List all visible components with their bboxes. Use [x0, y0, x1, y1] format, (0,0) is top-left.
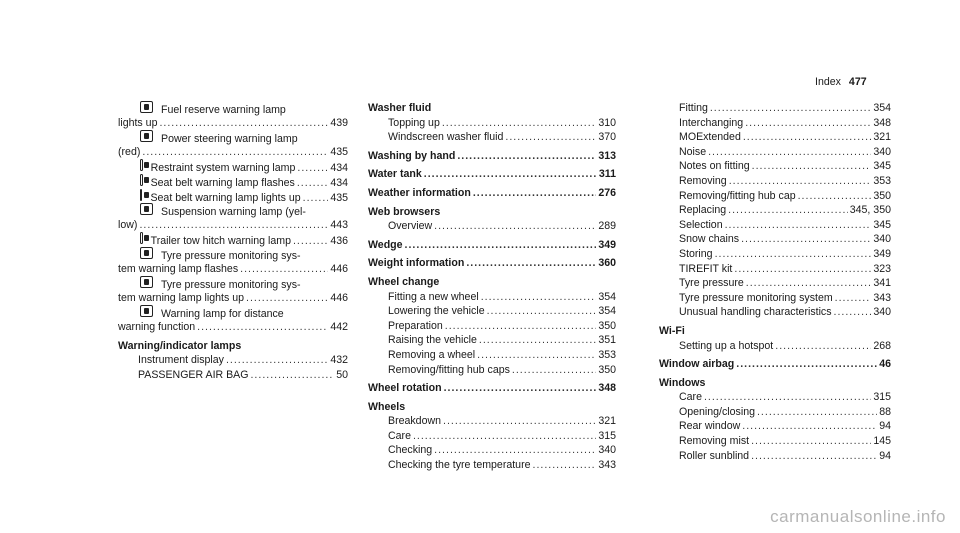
index-heading — [368, 400, 616, 415]
dot-leader — [297, 161, 328, 176]
index-heading — [368, 167, 616, 182]
index-entry — [659, 419, 891, 434]
index-entry — [659, 145, 891, 160]
entry-label: Overview — [388, 220, 433, 233]
page-reference: 340 — [873, 233, 891, 246]
entry-label: Storing — [679, 247, 713, 260]
dot-leader — [757, 405, 877, 420]
dot-leader — [197, 320, 328, 335]
index-entry — [659, 159, 891, 174]
index-entry — [368, 319, 616, 334]
entry-label: Fuel reserve warning lamp — [161, 104, 286, 116]
page-reference: 345, 350 — [849, 204, 891, 217]
entry-label: Care — [388, 429, 411, 442]
entry-label: Checking — [388, 444, 433, 457]
index-entry — [368, 116, 616, 131]
dot-leader — [434, 219, 596, 234]
page-reference: 340 — [873, 145, 891, 158]
page-reference: 354 — [873, 102, 891, 114]
page-reference: 354 — [598, 290, 616, 303]
index-heading — [368, 186, 616, 201]
dot-leader — [481, 290, 597, 305]
entry-label: MOExtended — [679, 131, 741, 144]
entry-label: Removing/fitting hub caps — [388, 363, 510, 376]
page-reference: 340 — [598, 444, 616, 457]
page-reference: 434 — [330, 176, 348, 189]
entry-label: Trailer tow hitch warning lamp — [150, 235, 291, 248]
dot-leader — [479, 333, 596, 348]
entry-label: Removing/fitting hub cap — [679, 189, 796, 202]
entry-label: Seat belt warning lamp lights up — [150, 191, 301, 204]
entry-label: Windows — [659, 376, 706, 389]
page-reference: 446 — [330, 291, 348, 304]
restraint-system-icon — [140, 159, 143, 171]
dot-leader — [704, 390, 871, 405]
index-entry — [118, 368, 348, 383]
dot-leader — [293, 234, 328, 249]
dot-leader — [834, 305, 872, 320]
index-column-3 — [659, 101, 891, 463]
dot-leader — [775, 339, 871, 354]
index-entry — [659, 276, 891, 291]
dot-leader — [159, 116, 328, 131]
index-entry — [659, 390, 891, 405]
index-entry — [368, 414, 616, 429]
page-number: 477 — [848, 76, 867, 88]
index-heading — [368, 256, 616, 271]
power-steering-icon — [140, 130, 153, 142]
entry-label: Warning/indicator lamps — [118, 339, 242, 352]
dot-leader — [240, 262, 328, 277]
index-heading — [118, 339, 348, 354]
entry-label: Notes on fitting — [679, 160, 750, 173]
tyre-pressure-icon — [140, 276, 153, 288]
index-entry — [659, 247, 891, 262]
page-reference: 353 — [873, 174, 891, 187]
index-heading — [659, 324, 891, 339]
index-entry — [659, 232, 891, 247]
index-entry — [368, 219, 616, 234]
entry-label: Weather information — [368, 186, 471, 199]
dot-leader — [835, 291, 872, 306]
page-reference: 345 — [873, 218, 891, 231]
entry-label: TIREFIT kit — [679, 262, 733, 275]
dot-leader — [710, 101, 871, 116]
entry-label: Water tank — [368, 168, 422, 181]
entry-label: (red) — [118, 145, 141, 158]
dot-leader — [736, 357, 877, 372]
page-reference: 88 — [879, 405, 891, 418]
page-reference: 94 — [879, 420, 891, 433]
dot-leader — [752, 159, 872, 174]
index-entry — [118, 116, 348, 131]
dot-leader — [725, 218, 872, 233]
index-entry — [659, 434, 891, 449]
page-reference: 349 — [598, 238, 616, 251]
index-entry — [659, 262, 891, 277]
entry-label: Power steering warning lamp — [161, 133, 298, 146]
entry-label: Lowering the vehicle — [388, 305, 485, 318]
index-heading — [659, 357, 891, 372]
entry-label: Removing a wheel — [388, 348, 476, 361]
index-entry — [368, 443, 616, 458]
dot-leader — [434, 443, 596, 458]
index-entry — [659, 305, 891, 320]
entry-label: Opening/closing — [679, 405, 755, 418]
dot-leader — [708, 145, 871, 160]
page-reference: 348 — [873, 116, 891, 129]
index-entry — [118, 159, 348, 174]
page-reference: 350 — [598, 319, 616, 332]
index-heading — [659, 376, 891, 391]
dot-leader — [139, 218, 328, 233]
index-entry — [659, 218, 891, 233]
page-reference: 145 — [873, 435, 891, 448]
page-reference: 343 — [598, 459, 616, 472]
seat-belt-icon — [140, 189, 142, 201]
page-reference: 321 — [873, 131, 891, 144]
entry-label: Wheels — [368, 400, 406, 413]
tyre-pressure-icon — [140, 247, 153, 259]
dot-leader — [473, 186, 597, 201]
entry-label: Topping up — [388, 116, 440, 129]
index-heading — [368, 275, 616, 290]
page-reference: 443 — [330, 218, 348, 231]
index-entry — [659, 339, 891, 354]
index-entry — [118, 291, 348, 306]
page-reference: 46 — [879, 358, 891, 371]
index-entry — [659, 101, 891, 116]
entry-label: Washing by hand — [368, 149, 456, 162]
entry-label: Care — [679, 391, 702, 404]
page-reference: 340 — [873, 306, 891, 319]
dot-leader — [505, 130, 596, 145]
entry-label: Interchanging — [679, 116, 744, 129]
index-entry — [659, 203, 891, 218]
index-entry — [368, 304, 616, 319]
dot-leader — [715, 247, 872, 262]
section-title: Index — [815, 76, 841, 88]
trailer-hitch-icon — [140, 232, 143, 244]
entry-label: Breakdown — [388, 415, 441, 428]
entry-label: Noise — [679, 145, 707, 158]
entry-label: Unusual handling characteristics — [679, 306, 832, 319]
page-reference: 432 — [330, 354, 348, 367]
index-entry — [118, 305, 348, 320]
index-entry — [659, 405, 891, 420]
entry-label: Snow chains — [679, 233, 740, 246]
index-entry — [659, 189, 891, 204]
entry-label: Weight information — [368, 257, 465, 270]
page-header — [815, 75, 867, 90]
dot-leader — [226, 353, 328, 368]
entry-label: Removing mist — [679, 435, 750, 448]
entry-label: warning function — [118, 320, 196, 333]
dot-leader — [250, 368, 334, 383]
page-reference: 94 — [879, 449, 891, 462]
dot-leader — [405, 238, 597, 253]
index-heading — [368, 149, 616, 164]
entry-label: Instrument display — [138, 354, 224, 367]
dot-leader — [742, 419, 877, 434]
index-heading — [368, 381, 616, 396]
page-reference: 435 — [330, 145, 348, 158]
entry-label: Rear window — [679, 420, 741, 433]
dot-leader — [512, 363, 596, 378]
page-reference: 442 — [330, 320, 348, 333]
index-entry — [659, 116, 891, 131]
entry-label: Windscreen washer fluid — [388, 131, 504, 144]
page-reference: 360 — [598, 257, 616, 270]
page-reference: 439 — [330, 116, 348, 129]
index-heading — [368, 101, 616, 116]
dot-leader — [741, 232, 871, 247]
index-entry — [659, 174, 891, 189]
dot-leader — [751, 449, 877, 464]
dot-leader — [533, 458, 597, 473]
index-entry — [118, 174, 348, 189]
entry-label: lights up — [118, 116, 158, 129]
entry-label: Web browsers — [368, 205, 441, 218]
page-reference: 343 — [873, 291, 891, 304]
index-entry — [118, 247, 348, 262]
dot-leader — [728, 203, 848, 218]
dot-leader — [729, 174, 872, 189]
entry-label: Checking the tyre temperature — [388, 459, 531, 472]
page-reference: 315 — [598, 429, 616, 442]
dot-leader — [246, 291, 328, 306]
page-reference: 436 — [330, 235, 348, 248]
dot-leader — [297, 176, 328, 191]
page-reference: 353 — [598, 348, 616, 361]
dot-leader — [746, 276, 872, 291]
entry-label: Fitting — [679, 102, 708, 114]
entry-label: Replacing — [679, 204, 727, 217]
dot-leader — [413, 429, 596, 444]
entry-label: tem warning lamp lights up — [118, 291, 245, 304]
index-entry — [118, 276, 348, 291]
index-column-1 — [118, 101, 348, 382]
index-heading — [368, 238, 616, 253]
entry-label: Tyre pressure monitoring system — [679, 291, 833, 304]
entry-label: Tyre pressure monitoring sys- — [161, 279, 301, 292]
index-entry — [118, 101, 348, 116]
entry-label: Wheel change — [368, 275, 440, 288]
page-reference: 276 — [598, 186, 616, 199]
index-entry — [118, 130, 348, 145]
dot-leader — [424, 167, 597, 182]
page-reference: 349 — [873, 247, 891, 260]
entry-label: Seat belt warning lamp flashes — [150, 176, 295, 189]
entry-label: Window airbag — [659, 358, 735, 371]
index-entry — [368, 290, 616, 305]
index-entry — [118, 353, 348, 368]
seat-belt-icon — [140, 174, 143, 186]
index-entry — [659, 130, 891, 145]
entry-label: Setting up a hotspot — [679, 339, 774, 352]
dot-leader — [457, 149, 596, 164]
index-column-2 — [368, 101, 616, 473]
entry-label: Fitting a new wheel — [388, 290, 479, 303]
dot-leader — [487, 304, 597, 319]
watermark: carmanualsonline.info — [770, 507, 946, 527]
entry-label: Restraint system warning lamp — [150, 162, 296, 175]
dot-leader — [798, 189, 872, 204]
entry-label: Preparation — [388, 319, 443, 332]
dot-leader — [743, 130, 871, 145]
entry-label: low) — [118, 218, 138, 231]
page-reference: 434 — [330, 162, 348, 175]
entry-label: Wedge — [368, 238, 403, 251]
dot-leader — [442, 116, 596, 131]
entry-label: Raising the vehicle — [388, 334, 477, 347]
page-reference: 321 — [598, 415, 616, 428]
index-entry — [118, 189, 348, 204]
index-entry — [368, 429, 616, 444]
entry-label: Washer fluid — [368, 102, 432, 114]
entry-label: Roller sunblind — [679, 449, 750, 462]
dot-leader — [444, 381, 597, 396]
dot-leader — [477, 348, 596, 363]
entry-label: tem warning lamp flashes — [118, 262, 239, 275]
entry-label: Selection — [679, 218, 723, 231]
dot-leader — [751, 434, 871, 449]
index-entry — [368, 130, 616, 145]
page-reference: 348 — [598, 382, 616, 395]
page-reference: 310 — [598, 116, 616, 129]
entry-label: Suspension warning lamp (yel- — [161, 206, 306, 219]
page-reference: 370 — [598, 131, 616, 144]
index-entry — [118, 203, 348, 218]
page-reference: 311 — [598, 168, 616, 181]
index-entry — [368, 348, 616, 363]
dot-leader — [142, 145, 328, 160]
distance-warning-icon — [140, 305, 153, 317]
index-entry — [368, 458, 616, 473]
page-reference: 350 — [598, 363, 616, 376]
page-reference: 50 — [336, 368, 348, 381]
entry-label: Warning lamp for distance — [161, 308, 284, 321]
index-entry — [118, 262, 348, 277]
entry-label: PASSENGER AIR BAG — [138, 368, 249, 381]
index-entry — [118, 145, 348, 160]
index-entry — [368, 333, 616, 348]
index-entry — [659, 291, 891, 306]
index-heading — [368, 205, 616, 220]
index-entry — [659, 449, 891, 464]
index-entry — [118, 218, 348, 233]
dot-leader — [466, 256, 596, 271]
index-entry — [368, 363, 616, 378]
index-entry — [118, 320, 348, 335]
page-reference: 350 — [873, 189, 891, 202]
entry-label: Tyre pressure monitoring sys- — [161, 249, 301, 262]
page-reference: 289 — [598, 220, 616, 233]
dot-leader — [303, 191, 329, 206]
page-reference: 313 — [598, 149, 616, 162]
index-entry — [118, 232, 348, 247]
entry-label: Wheel rotation — [368, 382, 442, 395]
suspension-icon — [140, 203, 153, 215]
page-reference: 435 — [330, 191, 348, 204]
dot-leader — [443, 414, 596, 429]
fuel-reserve-icon — [140, 101, 153, 113]
dot-leader — [445, 319, 597, 334]
entry-label: Removing — [679, 174, 727, 187]
page-reference: 323 — [873, 262, 891, 275]
page-reference: 354 — [598, 305, 616, 318]
dot-leader — [745, 116, 871, 131]
page-reference: 446 — [330, 262, 348, 275]
entry-label: Wi-Fi — [659, 324, 685, 337]
page-reference: 315 — [873, 391, 891, 404]
page-reference: 268 — [873, 339, 891, 352]
dot-leader — [734, 262, 871, 277]
page-reference: 345 — [873, 160, 891, 173]
entry-label: Tyre pressure — [679, 277, 744, 290]
page-reference: 341 — [873, 277, 891, 290]
page-reference: 351 — [598, 334, 616, 347]
